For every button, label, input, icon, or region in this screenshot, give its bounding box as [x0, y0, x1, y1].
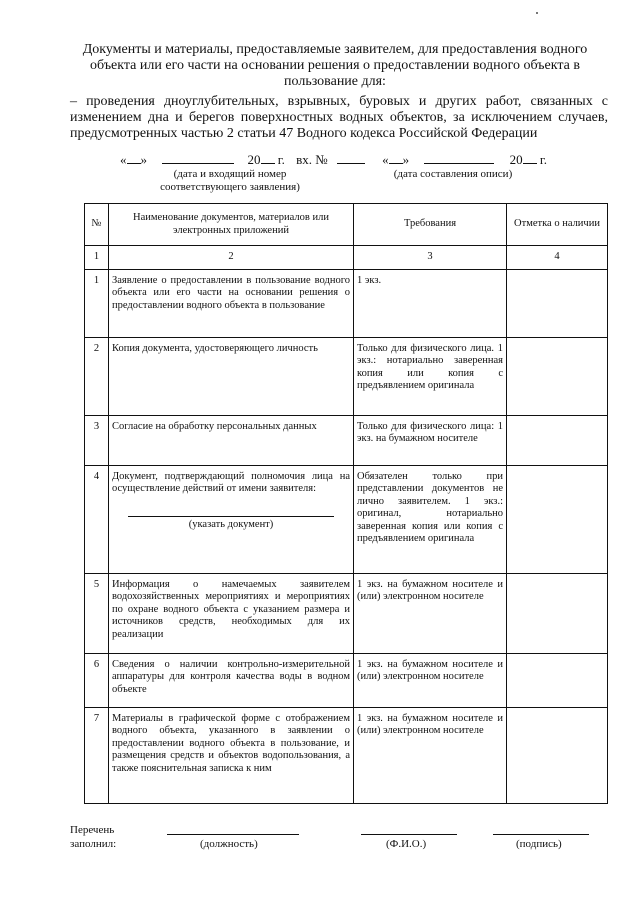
row-name: Документ, подтверждающий полномочия лица на осуществление действий от имени заявителя:	[112, 470, 350, 494]
table-row	[85, 465, 608, 573]
document-title: Документы и материалы, предоставляемые заявителем, для предоставления водного объекта или его части на основании решения о предоставлении водного объекта в пользование для:	[82, 42, 588, 89]
row-name-cell	[109, 465, 354, 573]
caption-application-date: (дата и входящий номер соответствующего заявления)	[160, 168, 300, 193]
table-row	[85, 573, 608, 653]
table-row	[85, 269, 608, 337]
row-num: 7	[85, 707, 109, 803]
year-prefix: 20	[247, 152, 261, 167]
row-requirements: Обязателен только при представлении документов не лично заявителем. 1 экз.: оригинал, нотариально заверенная копия или копия с предъявлением оригинала	[354, 465, 507, 573]
row-availability-mark[interactable]	[507, 573, 608, 653]
row-requirements: 1 экз.	[354, 269, 507, 337]
signature-field[interactable]	[493, 834, 589, 835]
table-row	[85, 653, 608, 707]
row-name: Информация о намечаемых заявителем водохозяйственных мероприятиях и мероприятиях по охране водного объекта с указанием размера и источников средств, необходимых для их реализации	[109, 573, 354, 653]
row-availability-mark[interactable]	[507, 707, 608, 803]
row-requirements: 1 экз. на бумажном носителе и (или) электронном носителе	[354, 573, 507, 653]
col-number-4: 4	[507, 246, 608, 270]
table-row	[85, 415, 608, 465]
row-requirements: Только для физического лица: 1 экз. на бумажном носителе	[354, 415, 507, 465]
year-prefix-2: 20	[509, 152, 523, 167]
row-name: Материалы в графической форме с отображением водного объекта, указанного в заявлении о предоставлении водного объекта в пользование, и размещения средств и объектов водопользования, а также пояснительная записка к ним	[109, 707, 354, 803]
quote-open: «	[120, 152, 127, 167]
year-blank-2	[523, 152, 537, 164]
col-header-num: №	[85, 204, 109, 246]
row-requirements: 1 экз. на бумажном носителе и (или) электронном носителе	[354, 707, 507, 803]
col-header-requirements: Требования	[354, 204, 507, 246]
document-purpose: – проведения дноуглубительных, взрывных, буровых и других работ, связанных с изменением дна и берегов поверхностных водных объектов, за исключением случаев, предусмотренных частью 2 статьи 47 Водного кодекса Российской Федерации	[70, 94, 608, 141]
table-header-row	[85, 204, 608, 246]
document-fill-line[interactable]	[128, 516, 334, 517]
filled-by-label-2: заполнил:	[70, 838, 117, 850]
col-number-3: 3	[354, 246, 507, 270]
header-line	[120, 152, 547, 168]
month-blank	[162, 152, 234, 164]
signature-caption: (подпись)	[516, 838, 562, 850]
table-colnum-row	[85, 246, 608, 270]
row-availability-mark[interactable]	[507, 269, 608, 337]
row-num: 3	[85, 415, 109, 465]
position-caption: (должность)	[200, 838, 258, 850]
row-name: Согласие на обработку персональных данных	[109, 415, 354, 465]
quote-close-2: »	[402, 152, 410, 167]
row-name: Заявление о предоставлении в пользование водного объекта или его части на основании решения о предоставлении водного объекта в пользование	[109, 269, 354, 337]
row-name-hint: (указать документ)	[188, 518, 274, 530]
documents-table	[84, 203, 608, 804]
row-num: 1	[85, 269, 109, 337]
row-availability-mark[interactable]	[507, 337, 608, 415]
scan-speck	[536, 12, 538, 14]
day-blank-2	[389, 152, 403, 164]
row-availability-mark[interactable]	[507, 465, 608, 573]
year-suffix-2: г.	[539, 152, 548, 167]
col-number-1: 1	[85, 246, 109, 270]
year-blank	[261, 152, 275, 164]
row-num: 6	[85, 653, 109, 707]
caption-inventory-date: (дата составления описи)	[393, 168, 513, 180]
table-row	[85, 337, 608, 415]
row-availability-mark[interactable]	[507, 653, 608, 707]
filled-by-label-1: Перечень	[70, 824, 115, 836]
incoming-no-label: вх. №	[296, 152, 328, 167]
table-row	[85, 707, 608, 803]
col-number-2: 2	[109, 246, 354, 270]
row-requirements: Только для физического лица. 1 экз.: нотариально заверенная копия или копия с предъявлением оригинала	[354, 337, 507, 415]
row-num: 2	[85, 337, 109, 415]
row-num: 5	[85, 573, 109, 653]
full-name-field[interactable]	[361, 834, 457, 835]
row-requirements: 1 экз. на бумажном носителе и (или) электронном носителе	[354, 653, 507, 707]
row-name: Сведения о наличии контрольно-измерительной аппаратуры для контроля качества воды в водном объекте	[109, 653, 354, 707]
month-blank-2	[424, 152, 494, 164]
col-header-availability: Отметка о наличии	[507, 204, 608, 246]
day-blank	[127, 152, 141, 164]
row-num: 4	[85, 465, 109, 573]
year-suffix: г.	[277, 152, 285, 167]
row-availability-mark[interactable]	[507, 415, 608, 465]
full-name-caption: (Ф.И.О.)	[386, 838, 427, 850]
col-header-name: Наименование документов, материалов или электронных приложений	[109, 204, 354, 246]
incoming-no-blank	[337, 152, 365, 164]
row-name: Копия документа, удостоверяющего личность	[109, 337, 354, 415]
quote-open-2: «	[382, 152, 389, 167]
position-field[interactable]	[167, 834, 299, 835]
quote-close: »	[140, 152, 147, 167]
